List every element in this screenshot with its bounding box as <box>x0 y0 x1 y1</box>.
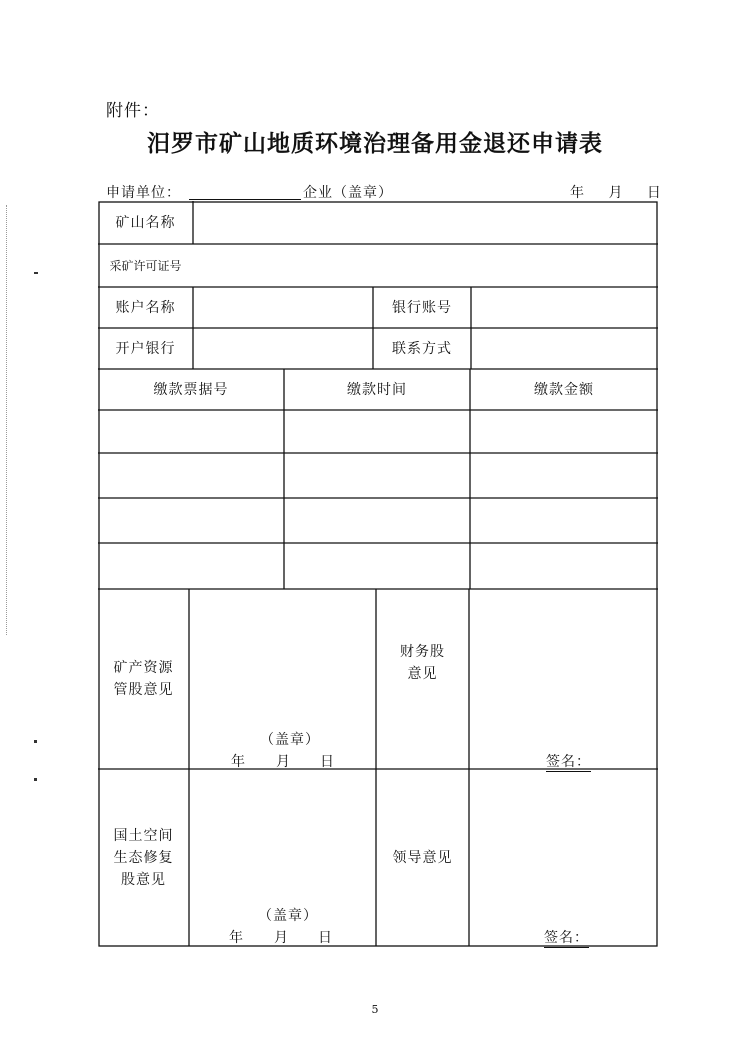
mineral-dept-opinion-label <box>98 589 189 769</box>
mineral-date-year: 年 <box>231 754 245 770</box>
leader-signature-label: 签名： <box>544 927 589 948</box>
applicant-blank-field[interactable] <box>189 185 301 200</box>
application-date: 年 月 日 <box>570 185 661 201</box>
land-date-month: 月 <box>274 930 288 946</box>
finance-signature-label: 签名： <box>546 751 591 772</box>
mine-name-label: 矿山名称 <box>115 214 176 231</box>
payment-time-header: 缴款时间 <box>347 381 407 398</box>
mineral-dept-line2: 管股意见 <box>113 682 174 698</box>
scan-margin-dots <box>6 205 8 635</box>
land-line2: 生态修复 <box>113 849 174 866</box>
land-date-year: 年 <box>229 930 243 946</box>
land-date-day: 日 <box>318 930 332 946</box>
applicant-suffix: 企业（盖章） <box>303 185 393 201</box>
bank-account-label: 银行账号 <box>392 299 452 316</box>
applicant-label: 申请单位： <box>106 185 181 201</box>
scan-speck <box>34 272 38 274</box>
payment-receipt-no-header: 缴款票据号 <box>153 381 229 398</box>
land-space-opinion-label <box>98 769 189 946</box>
leader-opinion-label: 领导意见 <box>392 849 453 866</box>
application-form-table <box>98 201 658 947</box>
mineral-stamp-text: （盖章） <box>260 732 320 748</box>
mineral-date-day: 日 <box>320 754 334 770</box>
page-title: 汨罗市矿山地质环境治理备用金退还申请表 <box>147 130 603 157</box>
finance-line1: 财务股 <box>400 644 445 660</box>
mineral-date-month: 月 <box>276 754 290 770</box>
attachment-label: 附件： <box>106 101 160 121</box>
license-number-label: 采矿许可证号 <box>109 258 182 273</box>
contact-label: 联系方式 <box>392 340 452 357</box>
mineral-dept-line1: 矿产资源 <box>113 660 174 676</box>
land-stamp-text: （盖章） <box>258 908 318 924</box>
payment-amount-header: 缴款金额 <box>534 381 594 398</box>
land-line3: 股意见 <box>121 871 166 888</box>
finance-line2: 意见 <box>407 666 438 682</box>
scan-speck <box>34 778 37 781</box>
scan-speck <box>34 740 37 743</box>
page-number: 5 <box>371 1003 379 1016</box>
opening-bank-label: 开户银行 <box>115 340 176 357</box>
account-name-label: 账户名称 <box>115 299 176 316</box>
finance-opinion-label <box>376 641 469 711</box>
land-line1: 国土空间 <box>113 827 174 844</box>
applicant-line <box>106 182 393 202</box>
